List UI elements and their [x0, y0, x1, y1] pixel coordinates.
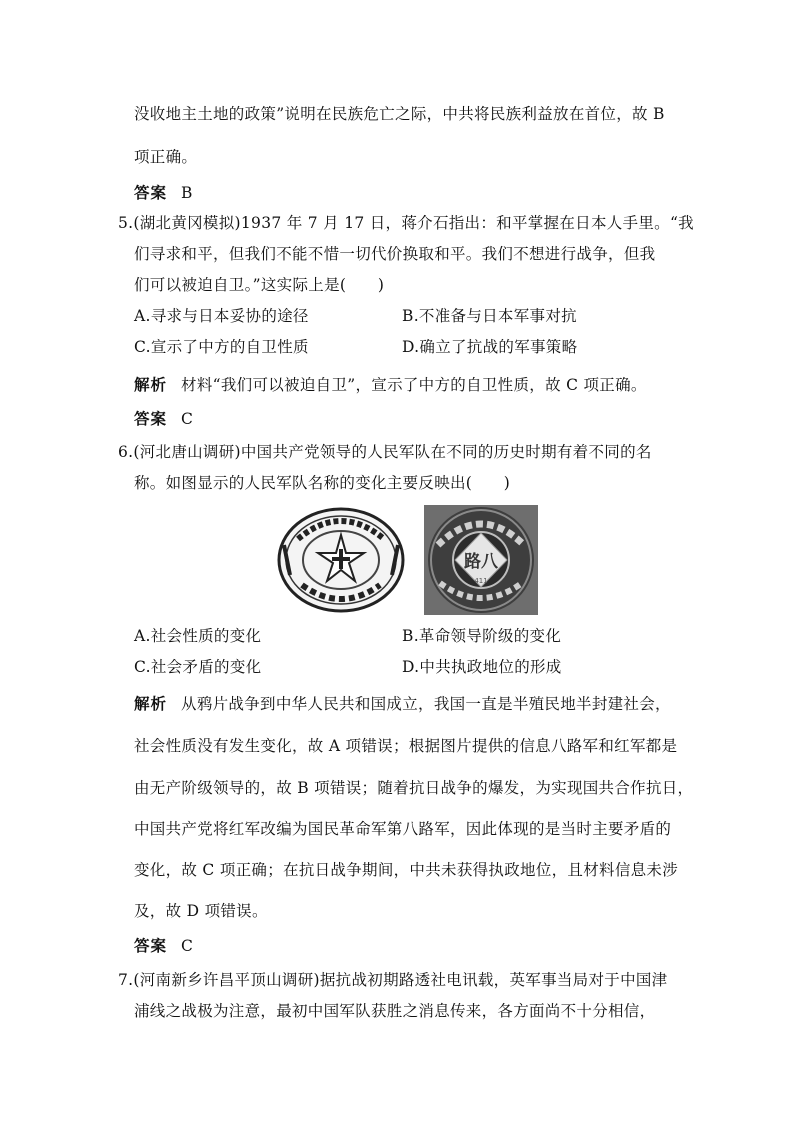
option-d: D.中共执政地位的形成	[402, 658, 562, 676]
answer-line	[134, 181, 193, 203]
option-b: B.不准备与日本军事对抗	[402, 307, 577, 325]
question-5-line: 们寻求和平，但我们不能不惜一切代价换取和平。我们不想进行战争，但我	[134, 245, 656, 263]
option-a: A.社会性质的变化	[134, 627, 262, 645]
explanation-text: 材料“我们可以被迫自卫”，宣示了中方的自卫性质，故 C 项正确。	[181, 376, 647, 394]
explanation-label: 解析	[134, 694, 168, 713]
option-a: A.寻求与日本妥协的途径	[134, 307, 309, 325]
question-6-line: 6.(河北唐山调研)中国共产党领导的人民军队在不同的历史时期有着不同的名	[118, 443, 652, 461]
answer-label: 答案	[134, 936, 168, 955]
eighth-route-army-badge-image	[424, 505, 538, 615]
red-army-badge-image	[276, 505, 406, 615]
question-6-line: 称。如图显示的人民军队名称的变化主要反映出( )	[134, 474, 511, 492]
explanation-line: 由无产阶级领导的，故 B 项错误；随着抗日战争的爆发，为实现国共合作抗日，	[134, 779, 694, 797]
question-5-line: 5.(湖北黄冈模拟)1937 年 7 月 17 日，蒋介石指出：和平掌握在日本人手里。“我	[118, 214, 694, 232]
answer-value: C	[181, 937, 194, 955]
badge-small-text: 411	[474, 577, 488, 585]
explanation-text: 从鸦片战争到中华人民共和国成立，我国一直是半殖民地半封建社会，	[181, 695, 671, 713]
explanation-line: 变化，故 C 项正确；在抗日战争期间，中共未获得执政地位，且材料信息未涉	[134, 861, 679, 879]
answer-value: B	[181, 184, 193, 202]
explanation-line	[134, 373, 647, 395]
answer-label: 答案	[134, 409, 168, 428]
explanation-line: 社会性质没有发生变化，故 A 项错误；根据图片提供的信息八路军和红军都是	[134, 737, 678, 755]
answer-label: 答案	[134, 183, 168, 202]
text-line: 项正确。	[134, 148, 198, 166]
badge-figures	[276, 505, 538, 615]
answer-value: C	[181, 410, 194, 428]
explanation-line	[134, 692, 671, 714]
option-c: C.社会矛盾的变化	[134, 658, 262, 676]
question-7-line: 浦线之战极为注意，最初中国军队获胜之消息传来，各方面尚不十分相信，	[134, 1002, 656, 1020]
explanation-label: 解析	[134, 375, 168, 394]
option-d: D.确立了抗战的军事策略	[402, 338, 578, 356]
question-7-line: 7.(河南新乡许昌平顶山调研)据抗战初期路透社电讯载，英军事当局对于中国津	[118, 971, 668, 989]
answer-line	[134, 934, 193, 956]
answer-line	[134, 407, 193, 429]
option-c: C.宣示了中方的自卫性质	[134, 338, 309, 356]
question-5-line: 们可以被迫自卫。”这实际上是( )	[134, 276, 385, 294]
badge-center-text: 路八	[464, 552, 498, 572]
option-b: B.革命领导阶级的变化	[402, 627, 562, 645]
explanation-line: 中国共产党将红军改编为国民革命军第八路军，因此体现的是当时主要矛盾的	[134, 820, 672, 838]
text-line: 没收地主土地的政策”说明在民族危亡之际，中共将民族利益放在首位，故 B	[134, 105, 665, 123]
explanation-line: 及，故 D 项错误。	[134, 902, 268, 920]
